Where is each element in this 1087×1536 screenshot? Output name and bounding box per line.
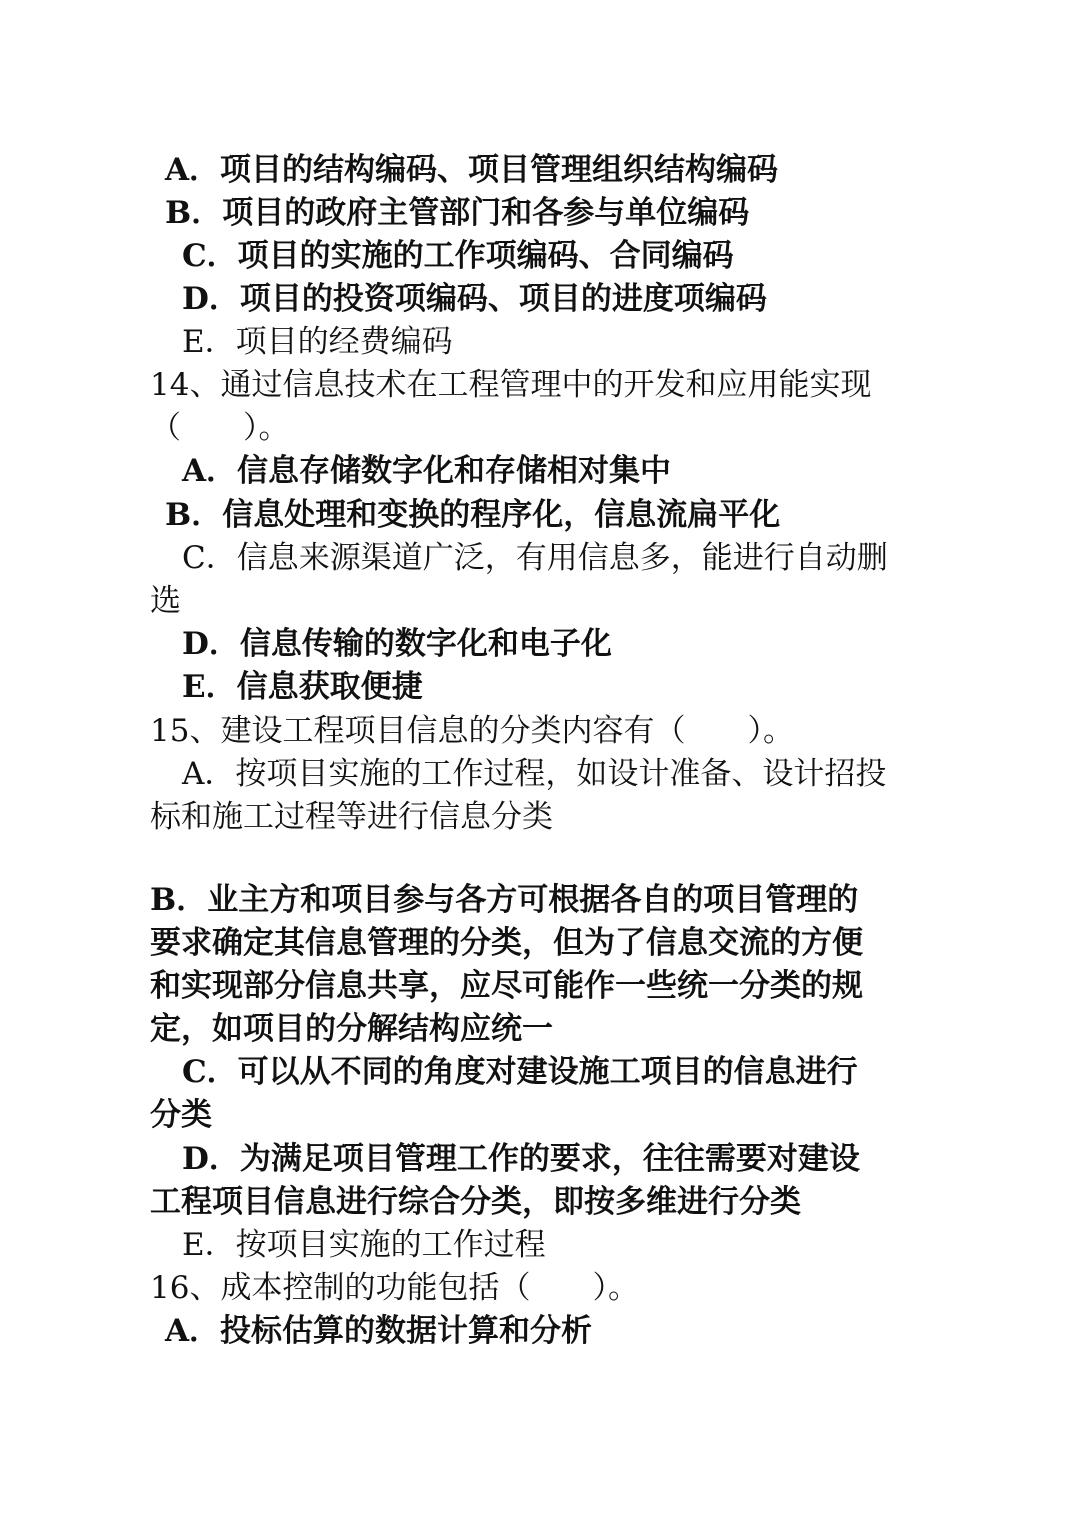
q15-option-a-cont: 标和施工过程等进行信息分类 [150,799,553,835]
q15-option-b-cont-1: 要求确定其信息管理的分类，但为了信息交流的方便 [150,925,863,961]
q13-option-a: A．项目的结构编码、项目管理组织结构编码 [165,152,779,188]
q14-option-d: D．信息传输的数字化和电子化 [182,626,612,662]
q15-option-d-cont: 工程项目信息进行综合分类，即按多维进行分类 [150,1184,801,1220]
question-16: 16、成本控制的功能包括（ ）。 [150,1270,639,1306]
q13-option-d: D．项目的投资项编码、项目的进度项编码 [182,281,767,317]
q15-option-c: C．可以从不同的角度对建设施工项目的信息进行 [182,1054,858,1090]
q15-option-b-cont-3: 定，如项目的分解结构应统一 [150,1011,553,1047]
q15-option-e: E．按项目实施的工作过程 [182,1227,546,1263]
q15-option-a: A．按项目实施的工作过程，如设计准备、设计招投 [182,756,887,792]
q13-option-e: E．项目的经费编码 [182,324,453,360]
q15-option-c-cont: 分类 [150,1097,212,1133]
q15-option-d: D．为满足项目管理工作的要求，往往需要对建设 [182,1141,860,1177]
q15-option-b-cont-2: 和实现部分信息共享，应尽可能作一些统一分类的规 [150,968,863,1004]
q13-option-b: B．项目的政府主管部门和各参与单位编码 [165,195,750,231]
question-14-blank: （ ）。 [150,410,290,446]
question-14: 14、通过信息技术在工程管理中的开发和应用能实现 [150,367,872,403]
q14-option-c-cont: 选 [150,583,181,619]
q13-option-c: C．项目的实施的工作项编码、合同编码 [182,238,734,274]
q14-option-a: A．信息存储数字化和存储相对集中 [182,453,672,489]
q14-option-e: E．信息获取便捷 [182,669,423,705]
q14-option-b: B．信息处理和变换的程序化，信息流扁平化 [165,497,781,533]
question-15: 15、建设工程项目信息的分类内容有（ ）。 [150,713,794,749]
q15-option-b: B．业主方和项目参与各方可根据各自的项目管理的 [150,882,859,918]
q14-option-c: C．信息来源渠道广泛，有用信息多，能进行自动删 [182,540,888,576]
q16-option-a: A．投标估算的数据计算和分析 [165,1313,593,1349]
